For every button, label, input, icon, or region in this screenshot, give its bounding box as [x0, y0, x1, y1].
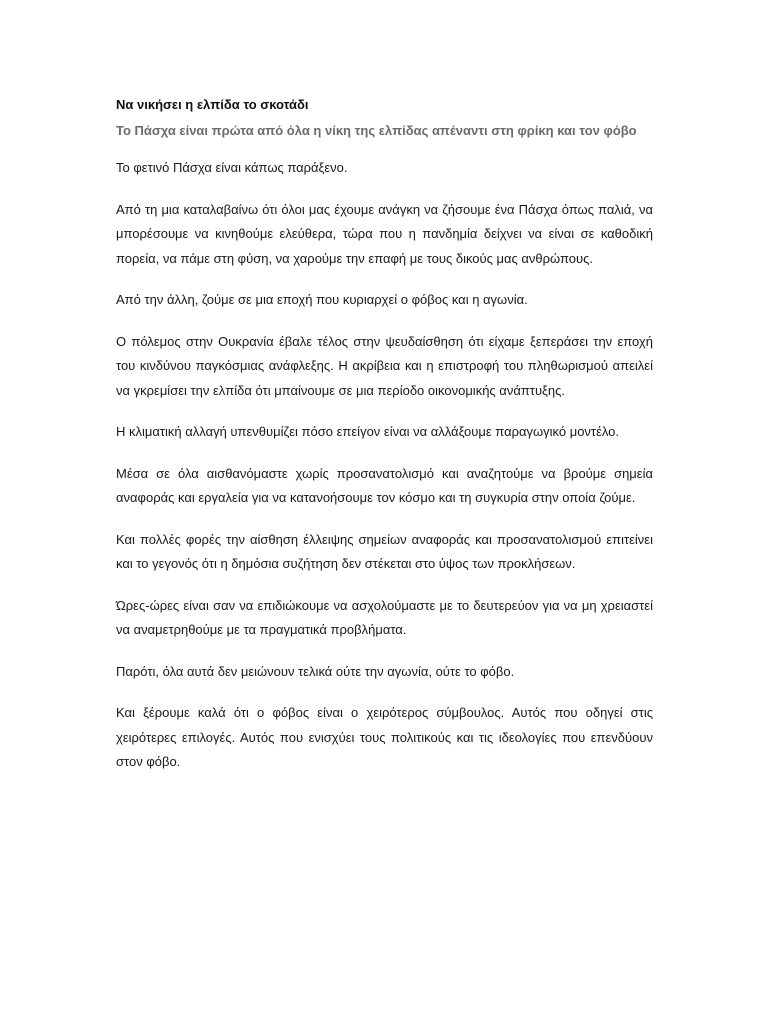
paragraph: Η κλιματική αλλαγή υπενθυμίζει πόσο επείγον είναι να αλλάξουμε παραγωγικό μοντέλο.: [116, 424, 620, 439]
article-title: Να νικήσει η ελπίδα το σκοτάδι: [116, 97, 309, 112]
paragraph: Και πολλές φορές την αίσθηση έλλειψης σημείων αναφοράς και προσανατολισμού επιτείνει και το γεγονός ότι η δημόσια συζήτηση δεν στέκεται στο ύψος των προκλήσεων.: [116, 531, 653, 571]
paragraph: Το φετινό Πάσχα είναι κάπως παράξενο.: [116, 160, 348, 175]
paragraph: Από την άλλη, ζούμε σε μια εποχή που κυριαρχεί ο φόβος και η αγωνία.: [116, 292, 528, 307]
paragraph: Ώρες-ώρες είναι σαν να επιδιώκουμε να ασχολούμαστε με το δευτερεύον για να μη χρειαστεί να αναμετρηθούμε με τα πραγματικά προβλήματα.: [116, 597, 653, 637]
article-subtitle: Το Πάσχα είναι πρώτα από όλα η νίκη της ελπίδας απέναντι στη φρίκη και τον φόβο: [116, 123, 637, 138]
paragraph: Ο πόλεμος στην Ουκρανία έβαλε τέλος στην ψευδαίσθηση ότι είχαμε ξεπεράσει την εποχή του κινδύνου παγκόσμιας ανάφλεξης. Η ακρίβεια και η επιστροφή του πληθωρισμού απειλεί να γκρεμίσει την ελπίδα ότι μπαίνουμε σε μια περίοδο οικονομικής ανάπτυξης.: [116, 333, 653, 398]
paragraph: Παρότι, όλα αυτά δεν μειώνουν τελικά ούτε την αγωνία, ούτε το φόβο.: [116, 663, 515, 679]
paragraph: Μέσα σε όλα αισθανόμαστε χωρίς προσανατολισμό και αναζητούμε να βρούμε σημεία αναφοράς και εργαλεία για να κατανοήσουμε τον κόσμο και τη συγκυρία στην οποία ζούμε.: [116, 465, 653, 505]
document-page: [116, 96, 653, 775]
paragraph: Από τη μια καταλαβαίνω ότι όλοι μας έχουμε ανάγκη να ζήσουμε ένα Πάσχα όπως παλιά, να μπορέσουμε να κινηθούμε ελεύθερα, τώρα που η πανδημία δείχνει να είναι σε καθοδική πορεία, να πάμε στη φύση, να χαρούμε την επαφή με τους δικούς μας ανθρώπους.: [116, 201, 653, 266]
paragraph: Και ξέρουμε καλά ότι ο φόβος είναι ο χειρότερος σύμβουλος. Αυτός που οδηγεί στις χειρότερες επιλογές. Αυτός που ενισχύει τους πολιτικούς και τις ιδεολογίες που επενδύουν στον φόβο.: [116, 705, 653, 769]
